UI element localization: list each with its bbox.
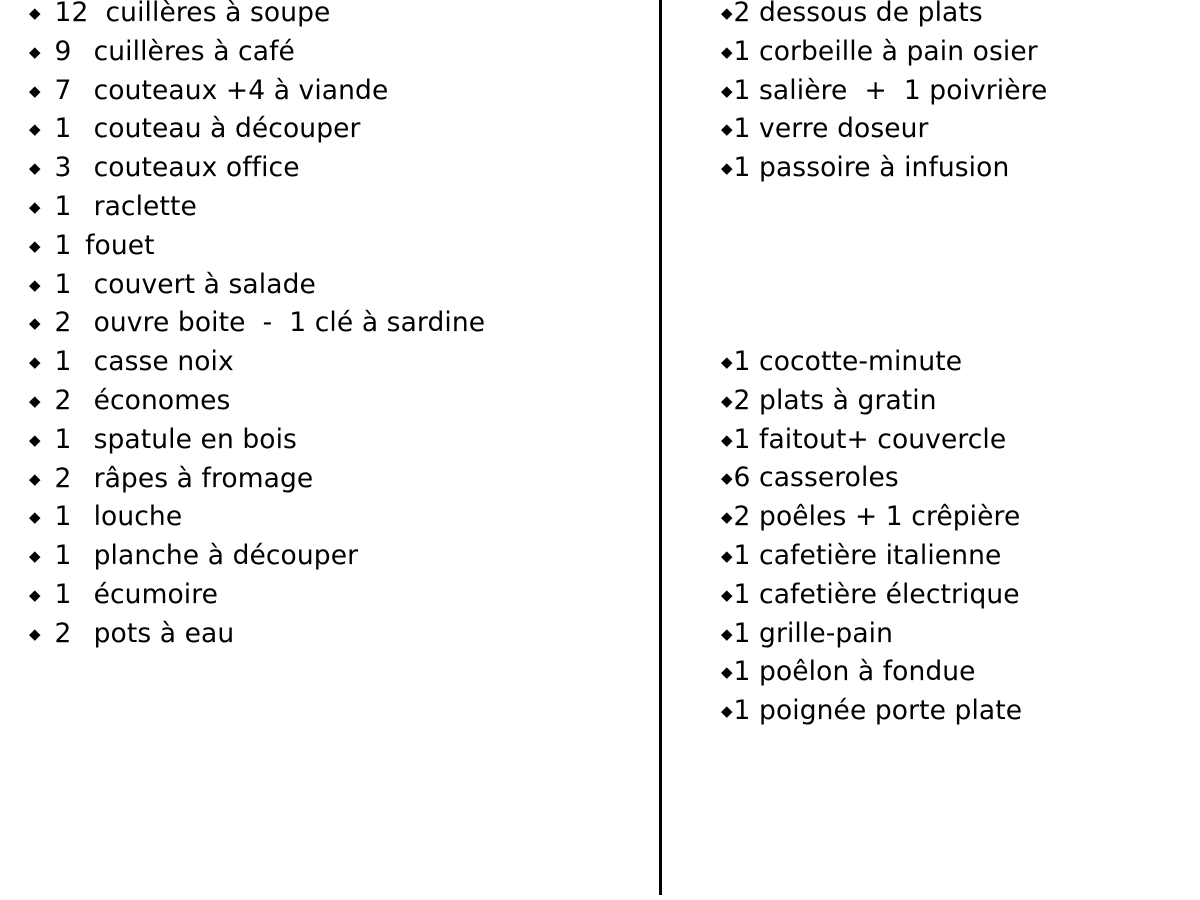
list-item — [0, 307, 640, 349]
list-item — [700, 695, 1180, 737]
list-item-quantity: 9 — [54, 35, 72, 67]
list-item — [700, 656, 1180, 698]
left-inventory-list — [0, 0, 640, 660]
column-divider — [659, 0, 662, 895]
list-item — [700, 617, 1180, 660]
left-column — [0, 0, 640, 660]
list-item-label: 2 économes — [54, 384, 231, 416]
diamond-bullet-icon: ◆ — [721, 546, 733, 565]
diamond-bullet-icon: ◆ — [721, 469, 733, 488]
list-item — [0, 113, 640, 155]
list-item — [0, 578, 640, 621]
list-item-quantity: 7 — [54, 74, 72, 106]
list-item-quantity: 1 — [54, 229, 72, 261]
diamond-bullet-icon: ◆ — [29, 391, 41, 410]
list-item — [0, 74, 640, 117]
list-item — [0, 0, 640, 39]
list-item-label: 1 écumoire — [54, 578, 219, 610]
list-item-quantity: 2 — [54, 462, 72, 494]
diamond-bullet-icon: ◆ — [721, 81, 733, 100]
list-item — [700, 423, 1180, 466]
diamond-bullet-icon: ◆ — [721, 585, 733, 604]
diamond-bullet-icon: ◆ — [29, 314, 41, 333]
list-item-label: 2 pots à eau — [54, 617, 235, 649]
list-item — [700, 345, 1180, 388]
list-item-quantity: 3 — [54, 152, 72, 184]
list-item — [0, 190, 640, 233]
diamond-bullet-icon: ◆ — [29, 4, 41, 22]
list-item-label: 2 poêles + 1 crêpière — [733, 501, 1021, 533]
list-item-quantity: 1 — [54, 190, 72, 222]
list-item — [0, 346, 640, 388]
list-item — [700, 152, 1180, 194]
list-item — [0, 384, 640, 427]
list-item — [700, 113, 1180, 155]
list-item — [0, 462, 640, 505]
list-item — [0, 229, 640, 272]
list-item-quantity: 1 — [54, 578, 72, 610]
list-item — [0, 501, 640, 543]
diamond-bullet-icon: ◆ — [29, 42, 41, 61]
diamond-bullet-icon: ◆ — [29, 275, 41, 294]
list-item-quantity: 1 — [54, 268, 72, 300]
list-item-label: 1 fouet — [54, 229, 155, 261]
list-item — [700, 74, 1180, 117]
list-item-label: 9 cuillères à café — [54, 35, 295, 67]
list-item — [0, 152, 640, 194]
diamond-bullet-icon: ◆ — [29, 585, 41, 604]
list-item-label: 1 raclette — [54, 190, 197, 222]
list-item-label: 1 poêlon à fondue — [733, 656, 976, 688]
list-item — [700, 384, 1180, 427]
list-item-quantity: 1 — [54, 501, 72, 533]
right-inventory-list-group-two — [700, 345, 1180, 737]
list-item — [700, 35, 1180, 78]
list-item-label: 1 louche — [54, 501, 183, 533]
list-item-quantity: 12 — [54, 0, 89, 28]
diamond-bullet-icon: ◆ — [29, 197, 41, 216]
list-item-label: 1 couvert à salade — [54, 268, 316, 300]
list-item — [0, 540, 640, 582]
list-item-quantity: 2 — [54, 384, 72, 416]
list-item-label: 2 râpes à fromage — [54, 462, 314, 494]
list-item-label: 7 couteaux +4 à viande — [54, 74, 389, 106]
diamond-bullet-icon: ◆ — [29, 159, 41, 178]
list-item-label: 1 verre doseur — [733, 113, 929, 145]
list-item-label: 1 salière + 1 poivrière — [733, 74, 1048, 106]
list-item — [700, 539, 1180, 582]
diamond-bullet-icon: ◆ — [721, 624, 733, 643]
list-item — [0, 617, 640, 660]
diamond-bullet-icon: ◆ — [29, 624, 41, 643]
right-column-gap — [700, 194, 1180, 349]
diamond-bullet-icon: ◆ — [29, 353, 41, 372]
list-item-label: 1 cocotte-minute — [733, 345, 963, 377]
list-item-label: 1 faitout+ couvercle — [733, 423, 1007, 455]
right-inventory-list-group-one — [700, 0, 1180, 194]
list-item-label: 3 couteaux office — [54, 152, 300, 184]
list-item-label: 1 spatule en bois — [54, 423, 297, 455]
list-item-label: 1 planche à découper — [54, 540, 359, 572]
list-item-quantity: 1 — [54, 346, 72, 378]
list-item-quantity: 1 — [54, 540, 72, 572]
diamond-bullet-icon: ◆ — [29, 469, 41, 488]
list-item — [700, 462, 1180, 504]
diamond-bullet-icon: ◆ — [721, 352, 733, 371]
list-item-label: 1 couteau à découper — [54, 113, 361, 145]
diamond-bullet-icon: ◆ — [721, 4, 733, 22]
right-column — [700, 0, 1180, 737]
list-item-label: 2 ouvre boite - 1 clé à sardine — [54, 307, 486, 339]
list-item-label: 12 cuillères à soupe — [54, 0, 331, 28]
list-item-label: 1 cafetière italienne — [733, 539, 1002, 571]
diamond-bullet-icon: ◆ — [29, 120, 41, 139]
list-item — [0, 35, 640, 78]
list-item — [700, 578, 1180, 621]
list-item-label: 1 corbeille à pain osier — [733, 35, 1038, 67]
list-item-label: 1 poignée porte plate — [733, 695, 1023, 727]
list-item-quantity: 1 — [54, 113, 72, 145]
diamond-bullet-icon: ◆ — [721, 663, 733, 682]
diamond-bullet-icon: ◆ — [721, 120, 733, 139]
diamond-bullet-icon: ◆ — [29, 430, 41, 449]
diamond-bullet-icon: ◆ — [29, 81, 41, 100]
diamond-bullet-icon: ◆ — [721, 391, 733, 410]
diamond-bullet-icon: ◆ — [721, 702, 733, 721]
diamond-bullet-icon: ◆ — [721, 159, 733, 178]
list-item-quantity: 2 — [54, 307, 72, 339]
list-item-label: 6 casseroles — [733, 462, 899, 494]
diamond-bullet-icon: ◆ — [29, 547, 41, 566]
list-item-label: 2 dessous de plats — [733, 0, 983, 28]
list-item-label: 1 grille-pain — [733, 617, 894, 649]
list-item-quantity: 1 — [54, 423, 72, 455]
diamond-bullet-icon: ◆ — [29, 508, 41, 527]
list-item — [700, 0, 1180, 39]
list-item-label: 2 plats à gratin — [733, 384, 937, 416]
list-item — [0, 423, 640, 466]
diamond-bullet-icon: ◆ — [29, 236, 41, 255]
list-item — [700, 501, 1180, 543]
list-item-label: 1 passoire à infusion — [733, 152, 1010, 184]
list-item-quantity: 2 — [54, 617, 72, 649]
diamond-bullet-icon: ◆ — [721, 508, 733, 527]
list-item-label: 1 cafetière électrique — [733, 578, 1020, 610]
list-item-label: 1 casse noix — [54, 346, 234, 378]
list-item — [0, 268, 640, 311]
diamond-bullet-icon: ◆ — [721, 42, 733, 61]
diamond-bullet-icon: ◆ — [721, 430, 733, 449]
